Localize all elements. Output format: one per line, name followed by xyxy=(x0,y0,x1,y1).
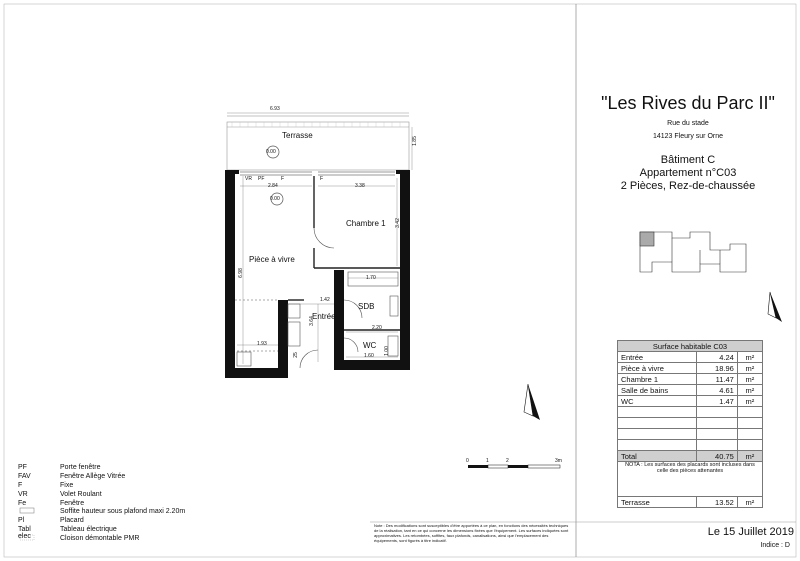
dim-342: 3.42 xyxy=(394,218,401,228)
table-empty-row xyxy=(618,429,763,440)
windows xyxy=(240,172,395,175)
room-sdb: SDB xyxy=(358,302,375,311)
label-f2: F xyxy=(320,176,324,182)
north-arrow-small-icon xyxy=(768,292,782,322)
table-note-row: NOTA : Les surfaces des placards sont incluses dans celle des pièces attenantes xyxy=(618,462,763,497)
soffite-swatch xyxy=(20,508,34,513)
table-row: WC 1.47 m² xyxy=(618,396,763,407)
room-piece-a-vivre: Pièce à vivre xyxy=(249,255,295,264)
table-empty-row xyxy=(618,440,763,451)
table-row: Chambre 1 11.47 m² xyxy=(618,374,763,385)
dim-698: 6.98 xyxy=(237,268,244,278)
apartment-type: 2 Pièces, Rez-de-chaussée xyxy=(620,180,756,192)
scale-label-0: 0 xyxy=(466,458,469,464)
dim-170: 1.70 xyxy=(366,275,376,281)
exterior-walls xyxy=(225,170,410,378)
building-label: Bâtiment C xyxy=(660,154,716,166)
project-city: 14123 Fleury sur Orne xyxy=(652,133,724,140)
project-title: "Les Rives du Parc II" xyxy=(601,93,775,113)
plan-date: Le 15 Juillet 2019 xyxy=(707,526,794,538)
disclaimer-note: Note : Des modifications sont susceptibles d'être apportées à ce plan, en fonctions des nécessités techniques de la réalisation, tant en ce qui concerne les dimensions fixées que l'équipement. Les surfaces indiquées sont approximatives. Les retombées, soffites, faux plafonds, canalisations, ainsi que l'emplacement des équipements, sont figurés à titre indicatif. xyxy=(374,523,569,543)
table-terrasse-row: Terrasse 13.52 m² xyxy=(618,497,763,508)
scale-label-2: 2 xyxy=(506,458,509,464)
scale-bar xyxy=(468,465,560,468)
level-interior: 0.00 xyxy=(270,196,280,202)
table-empty-row xyxy=(618,418,763,429)
dim-160: 1.60 xyxy=(364,353,374,359)
table-header-row: Surface habitable C03 xyxy=(618,341,763,352)
dim-142: 1.42 xyxy=(320,297,330,303)
dim-25: 25 xyxy=(292,352,299,358)
room-wc: WC xyxy=(363,341,377,350)
table-row: Pièce à vivre 18.96 m² xyxy=(618,363,763,374)
dim-100: 1.00 xyxy=(383,346,390,356)
label-f: F xyxy=(281,176,285,182)
label-vr: VR xyxy=(245,176,252,182)
table-row: Salle de bains 4.61 m² xyxy=(618,385,763,396)
room-entree: Entrée xyxy=(312,312,336,321)
scale-label-3: 3m xyxy=(555,458,562,464)
project-street: Rue du stade xyxy=(667,120,709,127)
table-row: Entrée 4.24 m² xyxy=(618,352,763,363)
room-terrasse: Terrasse xyxy=(282,131,313,140)
surface-table xyxy=(617,340,763,508)
dim-338: 3.38 xyxy=(355,183,365,189)
dim-terrasse-depth: 1.85 xyxy=(411,136,418,146)
room-chambre: Chambre 1 xyxy=(346,219,386,228)
door-swings xyxy=(300,228,362,368)
dim-220: 2.20 xyxy=(372,325,382,331)
label-pf: PF xyxy=(258,176,265,182)
scale-label-1: 1 xyxy=(486,458,489,464)
key-plan xyxy=(640,232,746,272)
plan-index: Indice : D xyxy=(760,542,790,549)
dim-364: 3.64 xyxy=(308,316,315,326)
north-arrow-icon xyxy=(524,384,540,420)
table-empty-row xyxy=(618,407,763,418)
terrasse-area xyxy=(227,116,409,170)
dim-193: 1.93 xyxy=(257,341,267,347)
dim-top: 6.93 xyxy=(270,106,280,112)
dim-284: 2.84 xyxy=(268,183,278,189)
table-total-row: Total 40.75 m² xyxy=(618,451,763,462)
level-terrasse: 0.00 xyxy=(266,149,276,155)
apartment-label: Appartement n°C03 xyxy=(639,167,737,179)
